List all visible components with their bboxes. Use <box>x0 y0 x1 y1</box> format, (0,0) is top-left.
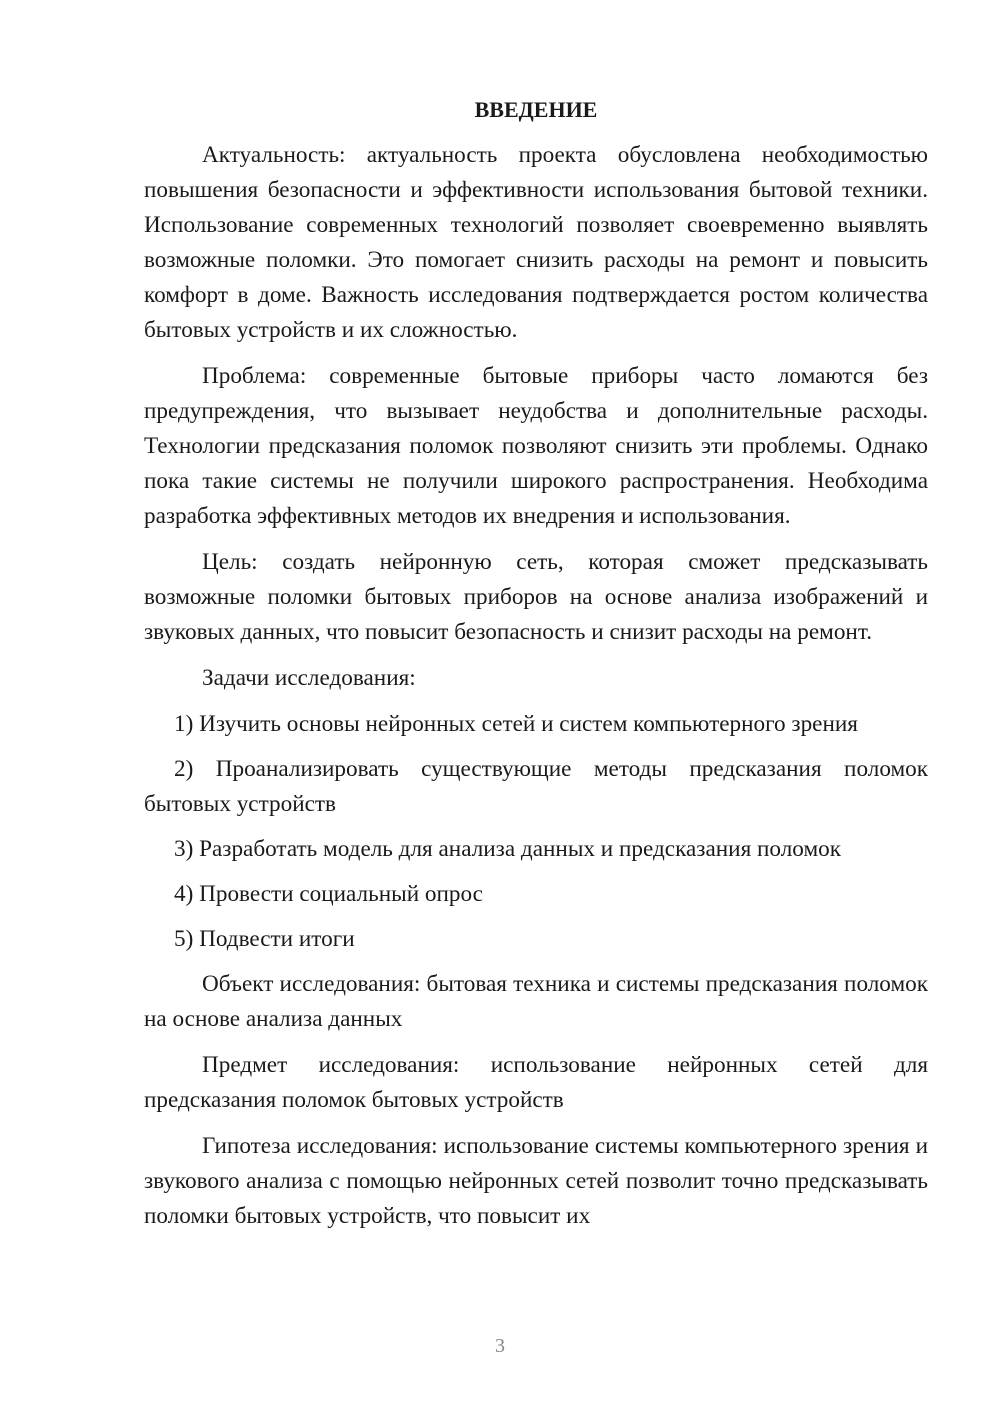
task-item-5: 5) Подвести итоги <box>174 926 355 952</box>
task-item-3: 3) Разработать модель для анализа данных и предсказания поломок <box>174 836 841 862</box>
subject-paragraph: Предмет исследования: использование нейронных сетей для предсказания поломок бытовых устройств <box>144 1052 928 1113</box>
section-heading: ВВЕДЕНИЕ <box>474 97 598 122</box>
task-item-2: 2) Проанализировать существующие методы предсказания поломок бытовых устройств <box>144 756 928 817</box>
problem-paragraph: Проблема: современные бытовые приборы часто ломаются без предупреждения, что вызывает неудобства и дополнительные расходы. Технологии предсказания поломок позволяют снизить эти проблемы. Однако пока такие системы не получили широкого распространения. Необходима разработка эффективных методов их внедрения и использования. <box>144 363 928 529</box>
tasks-heading: Задачи исследования: <box>202 665 416 691</box>
document-page <box>144 95 928 1234</box>
task-item-4: 4) Провести социальный опрос <box>174 881 483 907</box>
goal-paragraph: Цель: создать нейронную сеть, которая сможет предсказывать возможные поломки бытовых приборов на основе анализа изображений и звуковых данных, что повысит безопасность и снизит расходы на ремонт. <box>144 549 928 645</box>
page-number: 3 <box>495 1335 505 1357</box>
object-paragraph: Объект исследования: бытовая техника и системы предсказания поломок на основе анализа данных <box>144 971 928 1032</box>
relevance-paragraph: Актуальность: актуальность проекта обусловлена необходимостью повышения безопасности и эффективности использования бытовой техники. Использование современных технологий позволяет своевременно выявлять возможные поломки. Это помогает снизить расходы на ремонт и повысить комфорт в доме. Важность исследования подтверждается ростом количества бытовых устройств и их сложностью. <box>144 142 928 343</box>
task-item-1: 1) Изучить основы нейронных сетей и систем компьютерного зрения <box>174 711 858 737</box>
hypothesis-paragraph: Гипотеза исследования: использование системы компьютерного зрения и звукового анализа с помощью нейронных сетей позволит точно предсказывать поломки бытовых устройств, что повысит их <box>144 1133 928 1229</box>
